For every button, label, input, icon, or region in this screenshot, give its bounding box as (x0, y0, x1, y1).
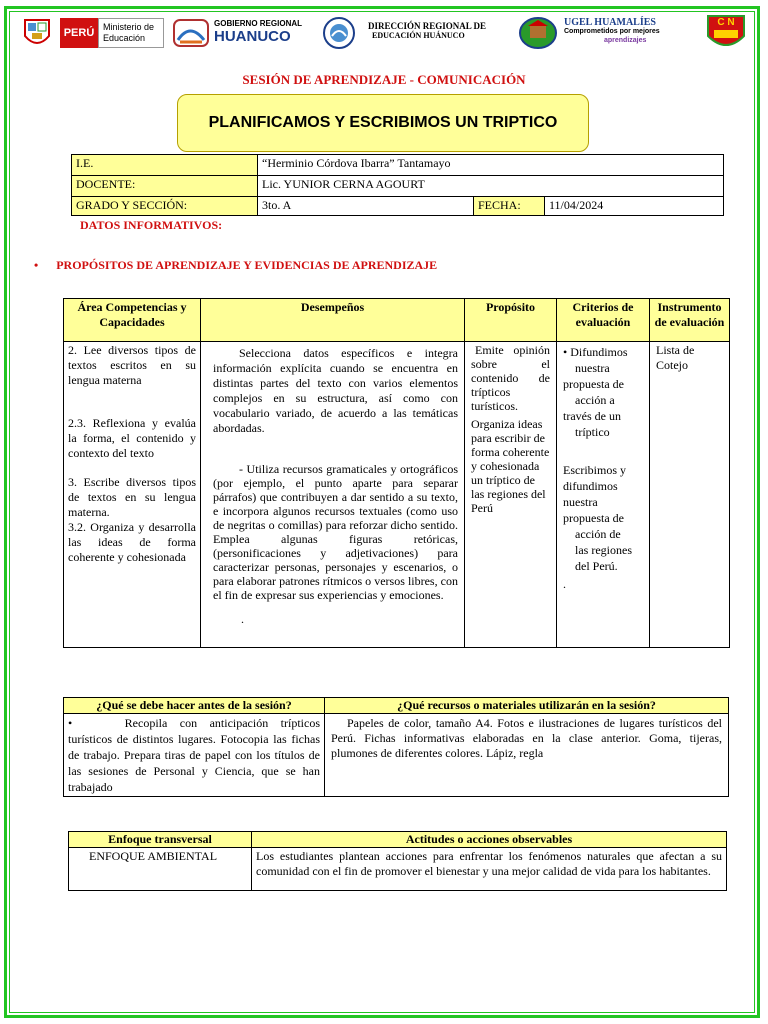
bullet: • (34, 258, 39, 272)
criterio-text: acción de (575, 527, 621, 541)
criterio-text: Difundimos (570, 345, 628, 359)
criterio-text: través de un (563, 409, 621, 423)
ie-value: “Herminio Córdova Ibarra” Tantamayo (258, 155, 724, 176)
competencia-item: 2.3. Reflexiona y evalúa la forma, el contenido y contexto del texto (68, 416, 196, 460)
grado-value: 3to. A (258, 197, 474, 216)
table-row (69, 848, 727, 891)
instrumento-cell: Lista de Cotejo (650, 342, 730, 648)
header-competencias: Área Competencias y Capacidades (64, 299, 201, 342)
direccion-regional-logo: DIRECCIÓN REGIONAL DE EDUCACIÓN HUÁNUCO (322, 16, 512, 50)
antes-text: Recopila con anticipación trípticos turísticos de distintos lugares. Fotocopia las fichas de trabajo. Prepara tiras de papel con los títulos de las sesiones de Personal y Ciencia, que se han trabajado (68, 716, 320, 794)
competencia-item: 2. Lee diversos tipos de textos escritos en su lengua materna (68, 343, 196, 387)
gobierno-regional-logo: GOBIERNO REGIONAL HUANUCO (172, 16, 312, 50)
desempeno-item: Selecciona datos específicos e integra información explícita cuando se encuentra en distintas partes del texto con varios elementos complejos en su estructura, así como con vocabulario variado, de acuerdo a las temáticas abordadas. (213, 346, 458, 435)
criterio-text: propuesta de (563, 377, 624, 391)
criterio-text: del Perú. (575, 559, 618, 573)
proposito-item: Emite opinión sobre el contenido de trípticos turísticos. (471, 343, 550, 413)
criterios-cell (557, 342, 650, 648)
table-row (64, 299, 730, 342)
table-row (72, 155, 724, 176)
header-criterios: Criterios de evaluación (557, 299, 650, 342)
competencia-item: 3.2. Organiza y desarrolla las ideas de forma coherente y cohesionada (68, 520, 196, 564)
table-row (64, 698, 729, 714)
table-row (64, 714, 729, 797)
header-logos (18, 14, 750, 54)
ugel-logo: UGEL HUAMALÍES Comprometidos por mejores aprendizajes (518, 16, 678, 50)
desempeno-item: . (241, 612, 244, 626)
criterio-text: difundimos (563, 479, 618, 493)
header-instrumento: Instrumento de evaluación (650, 299, 730, 342)
bullet: • (563, 345, 571, 359)
criterio-text: propuesta de (563, 511, 624, 525)
grado-label: GRADO Y SECCIÓN: (72, 197, 258, 216)
header-recursos: ¿Qué recursos o materiales utilizarán en la sesión? (325, 698, 729, 714)
criterio-text: las regiones (575, 543, 632, 557)
fecha-value: 11/04/2024 (545, 197, 724, 216)
criterio-text: acción a (575, 393, 615, 407)
criterio-text: Escribimos y (563, 463, 626, 477)
header-antes: ¿Qué se debe hacer antes de la sesión? (64, 698, 325, 714)
criterio-text: nuestra (563, 495, 598, 509)
header-desempenos: Desempeños (201, 299, 465, 342)
table-row (64, 342, 730, 648)
recursos-text: Papeles de color, tamaño A4. Fotos e ilustraciones de lugares turísticos del Perú. Fichas informativas elaboradas en la clase anterior. Goma, tijeras, plumones de diferentes colores. Lápiz, regla (331, 716, 722, 760)
enfoque-cell: ENFOQUE AMBIENTAL (69, 848, 252, 891)
info-table (71, 154, 724, 216)
criterio-item (563, 344, 643, 360)
table-row (69, 832, 727, 848)
proposito-item: Organiza ideas para escribir de forma coherente y cohesionada un tríptico de las regiones del Perú (471, 417, 550, 515)
ie-label: I.E. (72, 155, 258, 176)
enfoque-table (68, 831, 727, 891)
proposito-cell (465, 342, 557, 648)
page-title: PLANIFICAMOS Y ESCRIBIMOS UN TRIPTICO (177, 94, 589, 152)
header-actitudes: Actitudes o acciones observables (252, 832, 727, 848)
ministerio-label: Ministerio de Educación (98, 18, 164, 48)
datos-informativos-heading: DATOS INFORMATIVOS: (80, 218, 223, 232)
antes-cell (64, 714, 325, 797)
header-enfoque: Enfoque transversal (69, 832, 252, 848)
criterio-text: tríptico (575, 425, 610, 439)
competencias-cell (64, 342, 201, 648)
session-subject: SESIÓN DE APRENDIZAJE - COMUNICACIÓN (242, 72, 526, 87)
bullet: • (68, 716, 73, 730)
purpose-table (63, 298, 730, 648)
docente-value: Lic. YUNIOR CERNA AGOURT (258, 176, 724, 197)
peru-label: PERÚ (60, 18, 98, 48)
school-crest-icon: C N (704, 14, 748, 54)
actitudes-cell: Los estudiantes plantean acciones para enfrentar los fenómenos naturales que afectan a su comunidad con el fin de promover el bienestar y una mejor calidad de vida para los habitantes. (252, 848, 727, 891)
desempenos-cell (201, 342, 465, 648)
recursos-cell (325, 714, 729, 797)
header-proposito: Propósito (465, 299, 557, 342)
desempeno-item: - Utiliza recursos gramaticales y ortográficos (por ejemplo, el punto aparte para separar párrafos) que contribuyen a dar sentido a su texto, e incorpora algunos recursos textuales (como uso de negritas o comillas) para reforzar dicho sentido. Emplea algunas figuras retóricas, (personificaciones y adjetivaciones) para caracterizar personas, personajes y escenarios, o para elaborar patrones rítmicos o versos libres, con el fin de expresar sus experiencias y emociones. (213, 462, 458, 602)
table-row (72, 197, 724, 216)
criterio-text: nuestra (575, 361, 610, 375)
fecha-label: FECHA: (474, 197, 545, 216)
table-row (72, 176, 724, 197)
prep-table (63, 697, 729, 797)
propositos-heading-text: PROPÓSITOS DE APRENDIZAJE Y EVIDENCIAS DE APRENDIZAJE (56, 258, 438, 272)
competencia-item: 3. Escribe diversos tipos de textos en su lengua materna. (68, 475, 196, 519)
criterio-text: . (563, 577, 566, 591)
propositos-heading (34, 258, 437, 273)
docente-label: DOCENTE: (72, 176, 258, 197)
peru-coat-of-arms-icon (22, 16, 52, 50)
